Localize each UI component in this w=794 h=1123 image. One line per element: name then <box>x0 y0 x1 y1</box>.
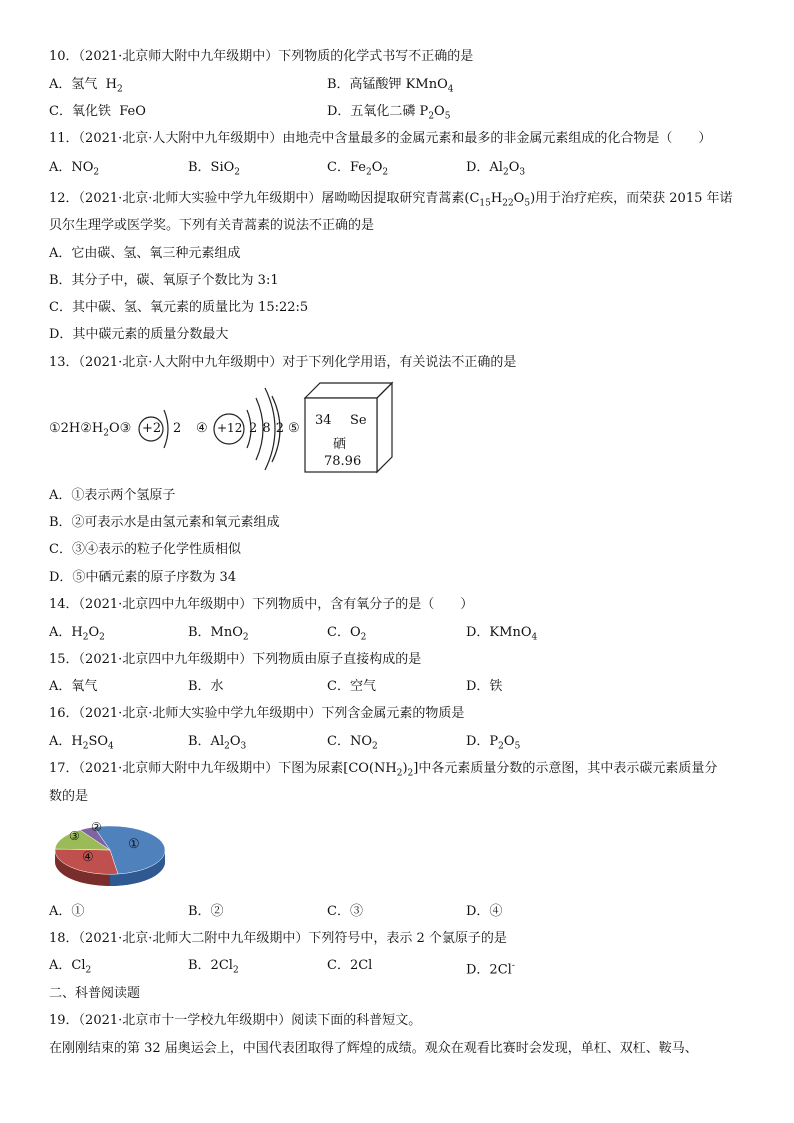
q15-stem: 15．（2021·北京四中九年级期中）下列物质由原子直接构成的是 <box>49 652 422 667</box>
q12-stem-cont: 贝尔生理学或医学奖。下列有关青蒿素的说法不正确的是 <box>49 218 375 233</box>
q10-option-c: C．氧化铁 FeO <box>49 104 146 119</box>
q12-option-d: D．其中碳元素的质量分数最大 <box>49 327 229 342</box>
q17-option-c: C．③ <box>327 904 363 919</box>
q15-option-c: C．空气 <box>327 679 376 694</box>
q18-option-a: A．$Cl_2$ <box>49 958 92 976</box>
q13-figure <box>0 380 794 480</box>
q14-option-c: C．$O_2$ <box>327 625 367 643</box>
q11-option-c: C．$Fe_2O_2$ <box>327 160 389 178</box>
q10-stem: 10．（2021·北京师大附中九年级期中）下列物质的化学式书写不正确的是 <box>49 49 474 64</box>
q18-option-d: D．2Cl- <box>466 961 515 978</box>
section-heading: 二、科普阅读题 <box>49 986 141 1001</box>
q17-stem-cont: 数的是 <box>49 789 89 804</box>
q15-option-b: B．水 <box>188 679 224 694</box>
q12-option-c: C．其中碳、氢、氧元素的质量比为 15:22:5 <box>49 300 309 315</box>
q14-option-d: D．KMnO$_4$ <box>466 625 538 643</box>
q18-option-b: B．$2Cl_2$ <box>188 958 239 976</box>
element-atomic-number: 34 <box>315 413 332 428</box>
q19-text: 在刚刚结束的第 32 届奥运会上，中国代表团取得了辉煌的成绩。观众在观看比赛时会发现，单杠、双杠、鞍马、 <box>49 1041 698 1056</box>
q16-stem: 16．（2021·北京·北师大实验中学九年级期中）下列含金属元素的物质是 <box>49 706 465 721</box>
pie-label-3: ③ <box>69 829 80 843</box>
q15-option-a: A．氧气 <box>49 679 98 694</box>
q11-option-a: A．$NO_2$ <box>49 160 100 178</box>
pie-label-4: ④ <box>82 850 94 865</box>
q10-option-b: B．高锰酸钾 KMnO$_4$ <box>327 77 454 95</box>
q16-option-c: C．$NO_2$ <box>327 734 378 752</box>
q17-option-b: B．② <box>188 904 224 919</box>
q17-stem: 17．（2021·北京师大附中九年级期中）下图为尿素$[CO(NH_2)_2]$中各元素质量分数的示意图，其中表示碳元素质量分 <box>49 761 718 779</box>
element-mass: 78.96 <box>324 454 362 469</box>
label-circle-5: ⑤ <box>288 421 300 436</box>
pie-chart-svg <box>52 816 172 892</box>
q13-option-b: B．②可表示水是由氢元素和氧元素组成 <box>49 515 280 530</box>
q12-stem: 12．（2021·北京·北师大实验中学九年级期中）屠呦呦因提取研究青蒿素$(C_{15}H_{22}O_5)$用于治疗疟疾，而荣获 2015 年诺 <box>49 191 733 209</box>
q11-stem: 11．（2021·北京·人大附中九年级期中）由地壳中含量最多的金属元素和最多的非金属元素组成的化合物是（ ） <box>49 131 712 146</box>
pie-chart <box>52 816 172 892</box>
element-symbol: Se <box>350 413 367 428</box>
shell-2-electrons: 2 8 2 <box>249 421 285 436</box>
nucleus-2-charge: +12 <box>217 421 243 435</box>
q18-option-c: C．2Cl <box>327 958 373 973</box>
q12-option-b: B．其分子中，碳、氧原子个数比为 3:1 <box>49 273 279 288</box>
pie-label-2: ② <box>91 820 102 834</box>
q14-stem: 14．（2021·北京四中九年级期中）下列物质中，含有氧分子的是（ ） <box>49 597 474 612</box>
q15-option-d: D．铁 <box>466 679 503 694</box>
q14-option-b: B．MnO$_2$ <box>188 625 249 643</box>
q13-option-d: D．⑤中硒元素的原子序数为 34 <box>49 570 237 585</box>
nucleus-1-charge: +2 <box>142 421 162 436</box>
q19-stem: 19．（2021·北京市十一学校九年级期中）阅读下面的科普短文。 <box>49 1013 422 1028</box>
q13-stem: 13．（2021·北京·人大附中九年级期中）对于下列化学用语，有关说法不正确的是 <box>49 355 517 370</box>
q16-option-a: A．$H_2SO_4$ <box>49 734 114 752</box>
symbols-1-2-3: $①2H②H_2O③$ <box>49 421 132 439</box>
atom-structure-diagrams <box>0 380 794 480</box>
q14-option-a: A．$H_2O_2$ <box>49 625 105 643</box>
q11-option-b: B．SiO$_2$ <box>188 160 241 178</box>
q10-option-a: A．氢气 $H_2$ <box>49 77 123 95</box>
q11-option-d: D．$Al_2O_3$ <box>466 160 526 178</box>
q13-option-a: A．①表示两个氢原子 <box>49 488 176 503</box>
q17-option-d: D．④ <box>466 904 503 919</box>
q13-option-c: C．③④表示的粒子化学性质相似 <box>49 542 241 557</box>
element-name: 硒 <box>333 437 347 452</box>
q16-option-b: B．$Al_2O_3$ <box>188 734 247 752</box>
q16-option-d: D．$P_2O_5$ <box>466 734 521 752</box>
shell-1-electrons: 2 <box>173 421 182 436</box>
label-circle-4: ④ <box>196 421 208 436</box>
q17-option-a: A．① <box>49 904 85 919</box>
q18-stem: 18．（2021·北京·北师大二附中九年级期中）下列符号中，表示 2 个氯原子的是 <box>49 931 507 946</box>
pie-label-1: ① <box>128 837 140 852</box>
q12-option-a: A．它由碳、氢、氧三种元素组成 <box>49 246 241 261</box>
q10-option-d: D．五氧化二磷 $P_2O_5$ <box>327 104 451 122</box>
